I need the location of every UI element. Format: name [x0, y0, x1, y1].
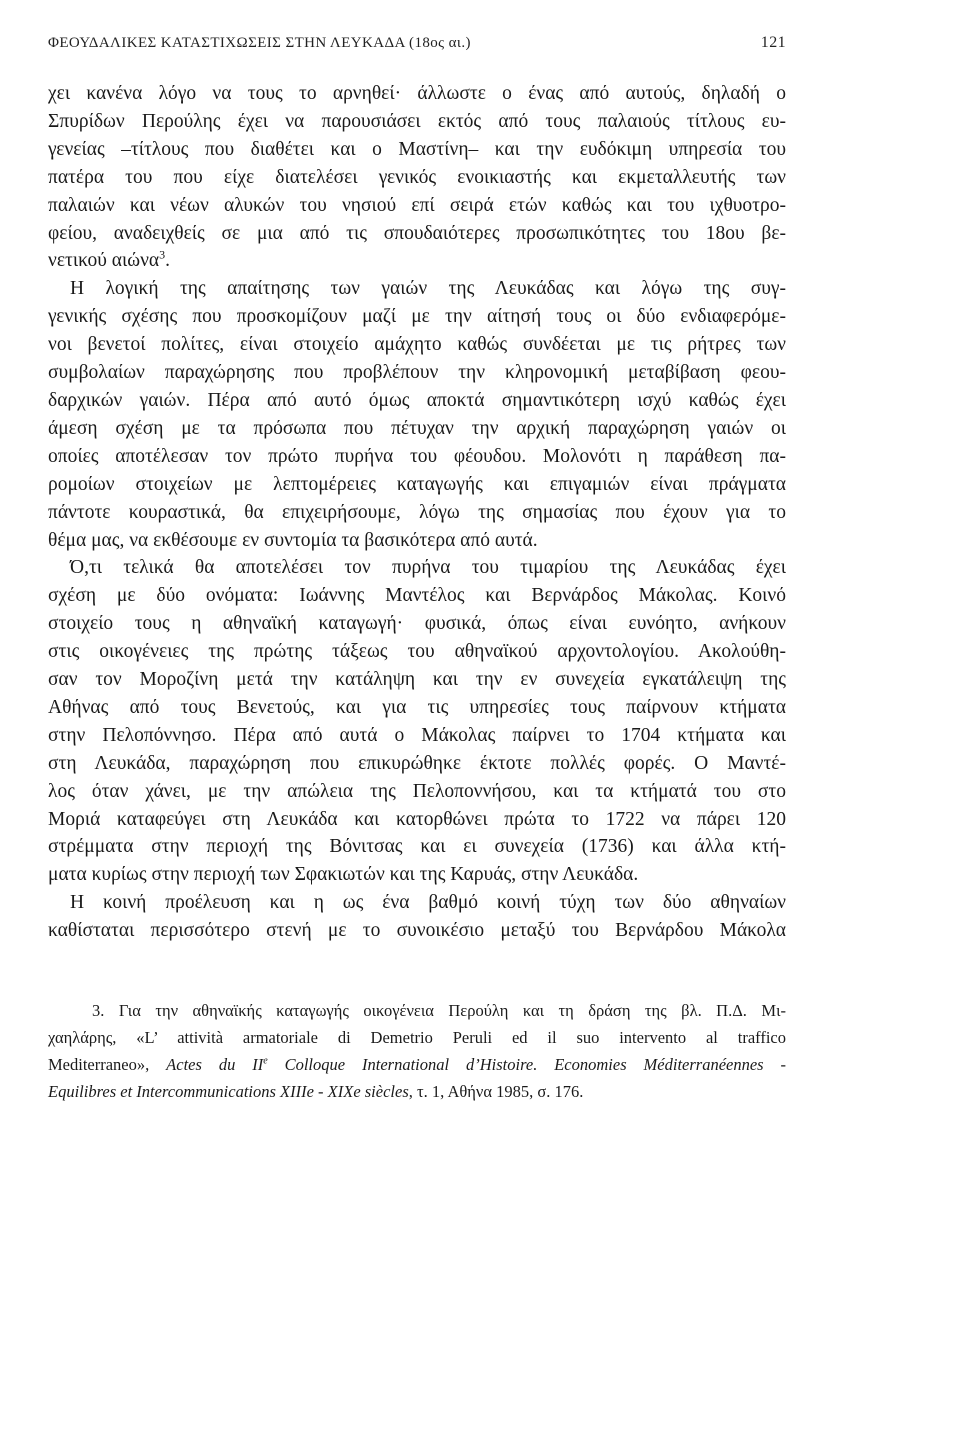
body-line: σαν τον Μοροζίνη μετά την κατάληψη και την εν συνεχεία εγκατάλειψη της	[48, 669, 786, 691]
running-head-title: ΦΕΟΥΔΑΛΙΚΕΣ ΚΑΤΑΣΤΙΧΩΣΕΙΣ ΣΤΗΝ ΛΕΥΚΑΔΑ (18ος αι.)	[48, 35, 471, 51]
body-line: στη Λευκάδα, παραχώρηση που επικυρώθηκε έκτοτε πολλές φορές. Ο Μαντέ-	[48, 752, 786, 774]
footnote-italic: Actes du IIe Colloque International d’Histoire. Economies Méditerranéennes -	[166, 1055, 786, 1075]
body-line: Η λογική της απαίτησης των γαιών της Λευκάδας και λόγω της συγ-	[70, 278, 786, 300]
body-line: Σπυρίδων Περούλης έχει να παρουσιάσει εκτός από τους παλαιούς τίτλους ευ-	[48, 110, 786, 132]
footnote	[48, 997, 786, 1105]
body-line: συμβολαίων παραχώρησης που προβλέπουν την κληρονομική μεταβίβαση φεου-	[48, 362, 786, 384]
running-head	[48, 34, 786, 52]
body-line: γενείας –τίτλους που διαθέτει και ο Μαστίνη– και την ευδόκιμη υπηρεσία του	[48, 138, 786, 160]
body-line: στρέμματα στην περιοχή της Βόνιτσας και ει συνεχεία (1736) και άλλα κτή-	[48, 836, 786, 858]
body-line: οποίες αποτέλεσαν τον πρώτο πυρήνα του φέουδου. Μολονότι η παράθεση πα-	[48, 445, 786, 467]
body-line: ματα κυρίως στην περιοχή των Σφακιωτών και της Καρυάς, στην Λευκάδα.	[48, 864, 639, 886]
body-line: Αθήνας από τους Βενετούς, και για τις υπηρεσίες τους παίρνουν κτήματα	[48, 696, 786, 718]
body-line: Ό,τι τελικά θα αποτελέσει τον πυρήνα του τιμαρίου της Λευκάδας έχει	[70, 557, 786, 579]
footnote-line: Equilibres et Intercommunications XIIIe - XIXe siècles, τ. 1, Αθήνα 1985, σ. 176.	[48, 1082, 584, 1102]
body-line: νοι βενετοί πολίτες, είναι στοιχείο αμάχητο καθώς συνδέεται με τις ρήτρες των	[48, 334, 786, 356]
body-line: σχέση με δύο ονόματα: Ιωάννης Μαντέλος και Βερνάρδος Μάκολας. Κοινό	[48, 585, 786, 607]
body-line: πάντοτε κουραστικά, θα επιχειρήσουμε, λόγω της σημασίας που έχουν για το	[48, 501, 786, 523]
book-page	[48, 34, 786, 1105]
body-line-with-footnote-ref: νετικού αιώνα$^3$.	[48, 247, 170, 272]
body-line: λος όταν χάνει, με την απώλεια της Πελοποννήσου, και τα κτήματά του στο	[48, 780, 786, 802]
body-line: φείου, αναδειχθείς σε μια από τις σπουδαιότερες προσωπικότητες του 18ου βε-	[48, 222, 786, 244]
body-line: χει κανένα λόγο να τους το αρνηθεί· άλλωστε ο ένας από αυτούς, δηλαδή ο	[48, 83, 786, 104]
body-line: πατέρα του που είχε διατελέσει γενικός ενοικιαστής και εκμεταλλευτής των	[48, 166, 786, 188]
body-line: παλαιών και νέων αλυκών του νησιού επί σειρά ετών καθώς και του ιχθυοτρο-	[48, 194, 786, 216]
footnote-reference: 3	[159, 247, 166, 262]
body-line: στις οικογένειες της πρώτης τάξεως του αθηναϊκού αρχοντολογίου. Ακολούθη-	[48, 641, 786, 663]
body-line: στοιχείο τους η αθηναϊκή καταγωγή· φυσικά, όπως είναι ευνόητο, ανήκουν	[48, 613, 786, 635]
footnote-line: 3. Για την αθηναϊκής καταγωγής οικογένεια Περούλη και τη δράση της βλ. Π.Δ. Μι-	[92, 1001, 786, 1021]
body-text	[48, 80, 786, 945]
body-line: καθίσταται περισσότερο στενή με το συνοικέσιο μεταξύ του Βερνάρδου Μάκολα	[48, 920, 786, 942]
body-line: γενικής σχέσης που προσκομίζουν μαζί με την αίτησή τους οι δύο ενδιαφερόμε-	[48, 306, 786, 328]
body-line: δαρχικών γαιών. Πέρα από αυτό όμως αποκτά σημαντικότερη ισχύ καθώς έχει	[48, 389, 786, 411]
body-line: άμεση σχέση με τα πρόσωπα που πέτυχαν την αρχική παραχώρηση γαιών οι	[48, 417, 786, 439]
body-line: στην Πελοπόννησο. Πέρα από αυτά ο Μάκολας παίρνει το 1704 κτήματα και	[48, 724, 786, 746]
body-line: θέμα μας, να εκθέσουμε εν συντομία τα βασικότερα από αυτά.	[48, 529, 538, 551]
body-line: Η κοινή προέλευση και η ως ένα βαθμό κοινή τύχη των δύο αθηναίων	[70, 892, 786, 914]
body-line-text: νετικού αιώνα	[48, 250, 160, 272]
page-number: 121	[760, 34, 786, 51]
body-line: ρομοίων στοιχείων με λεπτομέρειες καταγωγής και επιγαμιών είναι πράγματα	[48, 473, 786, 495]
footnote-line: χαηλάρης, «L’ attività armatoriale di Demetrio Peruli ed il suo intervento al traffico	[48, 1028, 786, 1048]
footnote-line: Mediterraneo», Actes du IIe Colloque International d’Histoire. Economies Méditerranéennes -	[48, 1055, 786, 1075]
body-line: Μοριά καταφεύγει στη Λευκάδα και κατορθώνει πρώτα το 1722 να πάρει 120	[48, 808, 786, 830]
footnote-italic: Equilibres et Intercommunications XIIIe - XIXe siècles	[48, 1082, 409, 1102]
